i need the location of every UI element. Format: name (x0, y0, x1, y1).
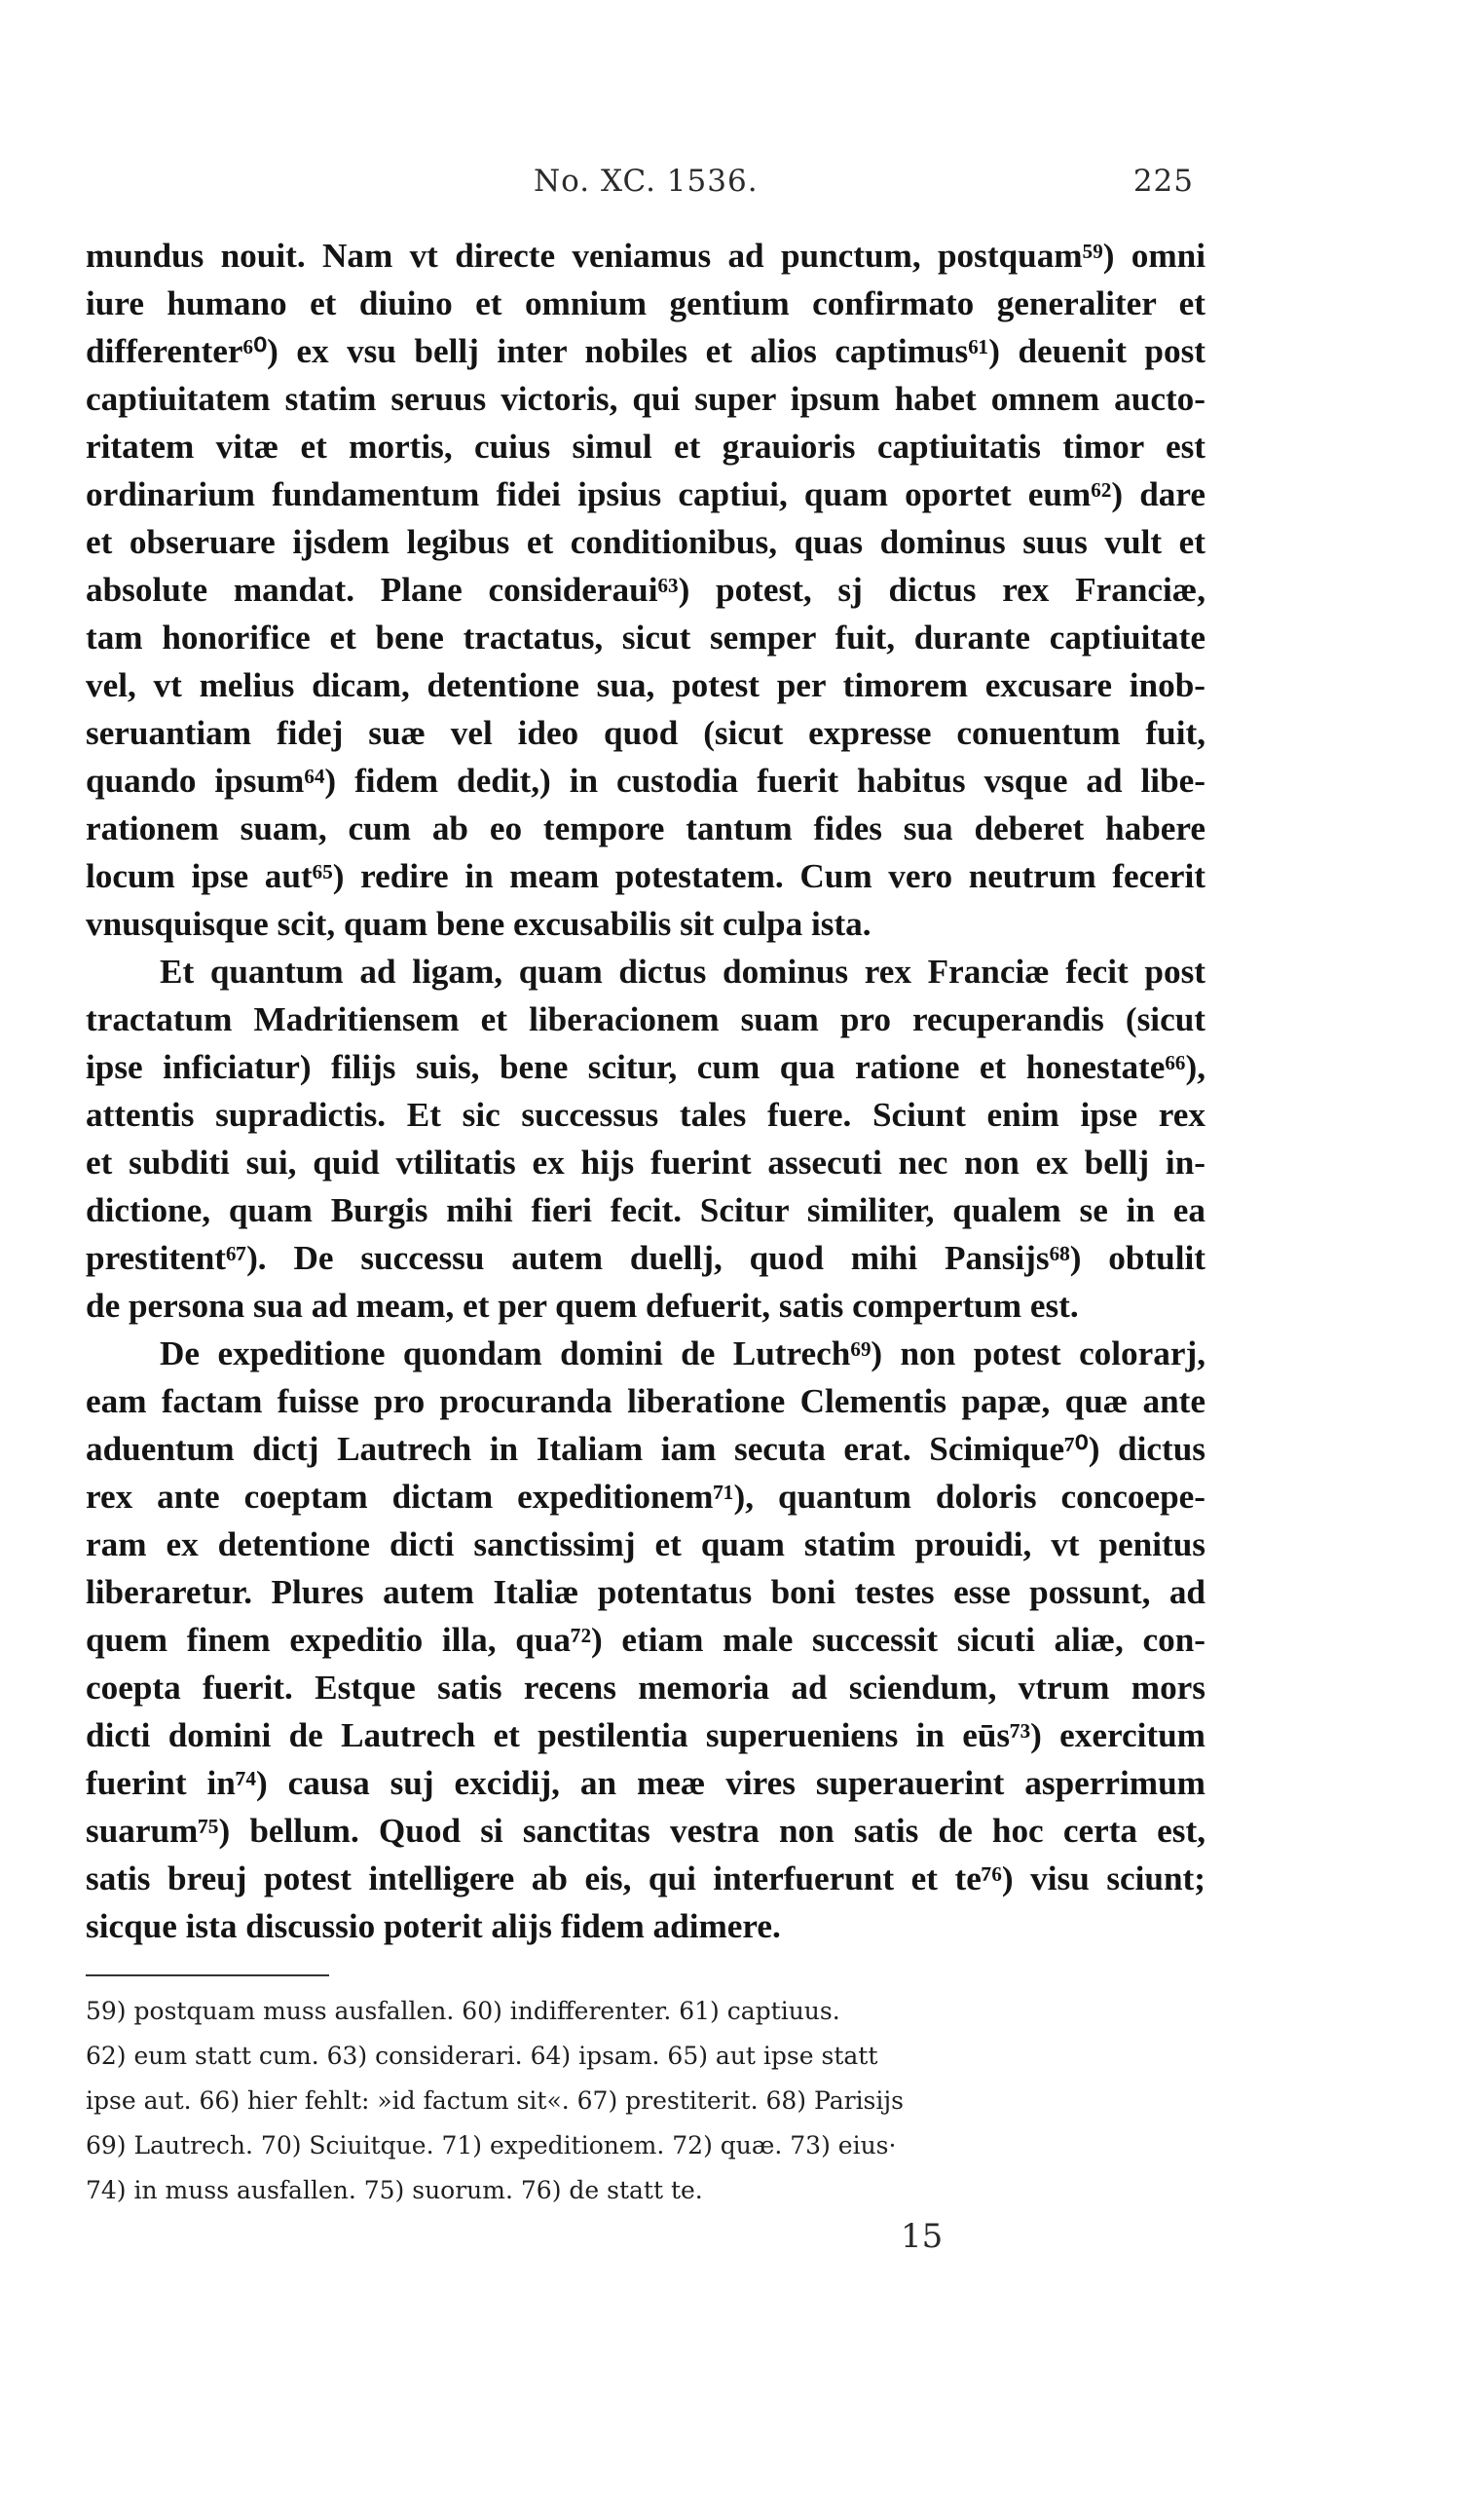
text-line: vnusquisque scit, quam bene excusabilis sit culpa ista. (86, 905, 872, 943)
text-line: ordinarium fundamentum fidei ipsius captiui, quam oportet eum⁶²) dare (86, 475, 1206, 513)
text-line: coepta fuerit. Estque satis recens memoria ad sciendum, vtrum mors (86, 1669, 1206, 1707)
text-line: suarum⁷⁵) bellum. Quod si sanctitas vestra non satis de hoc certa est, (86, 1812, 1206, 1850)
text-line: seruantiam fidej suæ vel ideo quod (sicut expresse conuentum fuit, (86, 714, 1206, 752)
footnote-line: 62) eum statt cum. 63) considerari. 64) ipsam. 65) aut ipse statt (86, 2042, 878, 2070)
footnote-line: 59) postquam muss ausfallen. 60) indifferenter. 61) captiuus. (86, 1997, 840, 2025)
text-line: dicti domini de Lautrech et pestilentia superueniens in eūs⁷³) exercitum (86, 1716, 1206, 1754)
text-line: rationem suam, cum ab eo tempore tantum fides sua deberet habere (86, 809, 1206, 847)
text-line: et obseruare ijsdem legibus et conditionibus, quas dominus suus vult et (86, 523, 1206, 561)
body-text (86, 232, 1206, 1950)
text-line: dictione, quam Burgis mihi fieri fecit. Scitur similiter, qualem se in ea (86, 1191, 1206, 1229)
footnote-line: 69) Lautrech. 70) Sciuitque. 71) expeditionem. 72) quæ. 73) eius· (86, 2131, 897, 2159)
footnote-rule (86, 1974, 329, 1976)
page-number: 225 (1132, 164, 1194, 199)
text-line: ram ex detentione dicti sanctissimj et quam statim prouidi, vt penitus (86, 1525, 1206, 1563)
text-line: De expeditione quondam domini de Lutrech⁶⁹) non potest colorarj, (160, 1334, 1206, 1372)
text-line: aduentum dictj Lautrech in Italiam iam secuta erat. Scimique⁷⁰) dictus (86, 1430, 1206, 1468)
text-line: absolute mandat. Plane consideraui⁶³) potest, sj dictus rex Franciæ, (86, 571, 1206, 609)
text-line: liberaretur. Plures autem Italiæ potentatus boni testes esse possunt, ad (86, 1573, 1206, 1611)
text-line: attentis supradictis. Et sic successus tales fuere. Sciunt enim ipse rex (86, 1096, 1206, 1134)
text-line: Et quantum ad ligam, quam dictus dominus rex Franciæ fecit post (160, 953, 1206, 991)
text-line: fuerint in⁷⁴) causa suj excidij, an meæ vires superauerint asperrimum (86, 1764, 1206, 1802)
text-line: rex ante coeptam dictam expeditionem⁷¹), quantum doloris concoepe- (86, 1478, 1206, 1516)
text-line: vel, vt melius dicam, detentione sua, potest per timorem excusare inob- (86, 666, 1206, 704)
text-line: sicque ista discussio poterit alijs fidem adimere. (86, 1907, 781, 1945)
text-line: de persona sua ad meam, et per quem defuerit, satis compertum est. (86, 1287, 1079, 1325)
footnote-line: ipse aut. 66) hier fehlt: »id factum sit«. 67) prestiterit. 68) Parisijs (86, 2086, 904, 2115)
text-line: mundus nouit. Nam vt directe veniamus ad punctum, postquam⁵⁹) omni (86, 237, 1206, 275)
text-line: satis breuj potest intelligere ab eis, qui interfuerunt et te⁷⁶) visu sciunt; (86, 1859, 1206, 1897)
text-line: ritatem vitæ et mortis, cuius simul et grauioris captiuitatis timor est (86, 428, 1206, 466)
text-line: differenter⁶⁰) ex vsu bellj inter nobiles et alios captimus⁶¹) deuenit post (86, 332, 1206, 370)
text-line: locum ipse aut⁶⁵) redire in meam potestatem. Cum vero neutrum fecerit (86, 857, 1206, 895)
text-line: quem finem expeditio illa, qua⁷²) etiam male successit sicuti aliæ, con- (86, 1621, 1206, 1659)
signature-mark: 15 (901, 2217, 944, 2256)
text-line: et subditi sui, quid vtilitatis ex hijs fuerint assecuti nec non ex bellj in- (86, 1144, 1206, 1182)
text-line: captiuitatem statim seruus victoris, qui super ipsum habet omnem aucto- (86, 380, 1206, 418)
text-line: ipse inficiatur) filijs suis, bene scitur, cum qua ratione et honestate⁶⁶), (86, 1048, 1206, 1086)
text-line: tractatum Madritiensem et liberacionem suam pro recuperandis (sicut (86, 1000, 1206, 1038)
text-line: prestitent⁶⁷). De successu autem duellj, quod mihi Pansijs⁶⁸) obtulit (86, 1239, 1206, 1277)
footnote-line: 74) in muss ausfallen. 75) suorum. 76) de statt te. (86, 2176, 703, 2204)
text-line: tam honorifice et bene tractatus, sicut semper fuit, durante captiuitate (86, 619, 1206, 657)
text-line: quando ipsum⁶⁴) fidem dedit,) in custodia fuerit habitus vsque ad libe- (86, 762, 1206, 800)
text-line: eam factam fuisse pro procuranda liberatione Clementis papæ, quæ ante (86, 1382, 1206, 1420)
text-line: iure humano et diuino et omnium gentium confirmato generaliter et (86, 284, 1206, 322)
running-title: No. XC. 1536. (534, 164, 759, 199)
footnotes (86, 1989, 1206, 2213)
